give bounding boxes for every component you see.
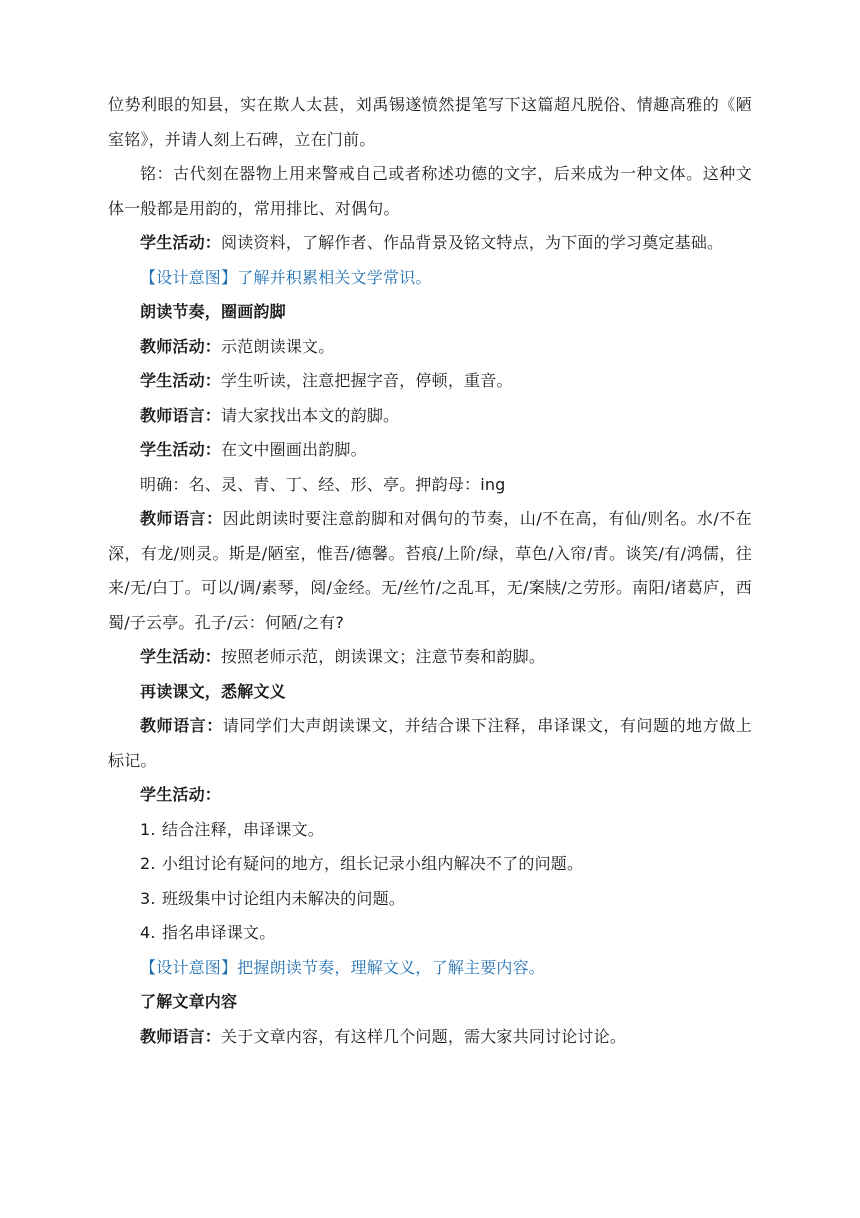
paragraph-rhyme-answer: 明确：名、灵、青、丁、经、形、亭。押韵母：ing bbox=[140, 474, 506, 494]
label: 学生活动： bbox=[140, 371, 222, 390]
paragraph-student-activity-label: 学生活动： bbox=[140, 785, 222, 804]
paragraph-background: 位势利眼的知县，实在欺人太甚，刘禹锡遂愤然提笔写下这篇超凡脱俗、情趣高雅的《陋室铭》，并请人刻上石碑，立在门前。 bbox=[108, 95, 752, 149]
list-item bbox=[108, 813, 752, 848]
text: 按照老师示范，朗读课文；注意节奏和韵脚。 bbox=[221, 647, 546, 666]
document-page bbox=[108, 88, 752, 1054]
list-item bbox=[108, 916, 752, 951]
list-text: 结合注释，串译课文。 bbox=[162, 819, 325, 839]
list-number: 4. bbox=[140, 923, 156, 942]
list-number: 2. bbox=[140, 854, 156, 873]
text: 学生听读，注意把握字音，停顿，重音。 bbox=[221, 371, 513, 390]
paragraph-student-activity-2 bbox=[108, 364, 752, 399]
label: 教师语言： bbox=[140, 405, 222, 425]
design-intent-1: 【设计意图】了解并积累相关文学常识。 bbox=[140, 267, 432, 287]
paragraph-student-activity-1 bbox=[108, 226, 752, 261]
text: 示范朗读课文。 bbox=[221, 336, 335, 356]
text: 关于文章内容，有这样几个问题，需大家共同讨论讨论。 bbox=[221, 1026, 627, 1046]
label: 教师语言： bbox=[140, 1026, 222, 1046]
paragraph-student-activity-3 bbox=[108, 433, 752, 468]
paragraph-teacher-language-1 bbox=[108, 399, 752, 434]
text: 在文中圈画出韵脚。 bbox=[221, 440, 367, 459]
text: 请大家找出本文的韵脚。 bbox=[221, 405, 400, 425]
list-text: 指名串译课文。 bbox=[162, 923, 276, 942]
list-text: 班级集中讨论组内未解决的问题。 bbox=[162, 888, 406, 908]
section-heading-reread: 再读课文，悉解文义 bbox=[140, 681, 286, 701]
label: 学生活动： bbox=[140, 440, 222, 459]
text: 阅读资料，了解作者、作品背景及铭文特点，为下面的学习奠定基础。 bbox=[221, 233, 724, 252]
label: 学生活动： bbox=[140, 647, 222, 666]
section-heading-reading-rhythm: 朗读节奏，圈画韵脚 bbox=[140, 302, 286, 321]
label: 学生活动： bbox=[140, 233, 222, 252]
list-number: 3. bbox=[140, 888, 156, 908]
text: 因此朗读时要注意韵脚和对偶句的节奏，山/不在高，有仙/则名。水/不在深，有龙/则灵。斯是/陋室，惟吾/德馨。苔痕/上阶/绿，草色/入帘/青。谈笑/有/鸿儒，往来/无/白丁。可以/调/素琴，阅/金经。无/丝竹/之乱耳，无/案牍/之劳形。南阳/诸葛庐，西蜀/子云亭。孔子/云：何陋/之有? bbox=[108, 509, 752, 632]
paragraph-teacher-language-4 bbox=[108, 1020, 752, 1055]
paragraph-teacher-language-3 bbox=[108, 709, 752, 778]
paragraph-ming-definition: 铭：古代刻在器物上用来警戒自己或者称述功德的文字，后来成为一种文体。这种文体一般都是用韵的，常用排比、对偶句。 bbox=[108, 164, 752, 218]
section-heading-content: 了解文章内容 bbox=[140, 992, 238, 1011]
paragraph-student-activity-4 bbox=[108, 640, 752, 675]
label: 教师语言： bbox=[140, 509, 223, 528]
design-intent-2: 【设计意图】把握朗读节奏，理解文义，了解主要内容。 bbox=[140, 957, 546, 977]
label: 教师语言： bbox=[140, 716, 223, 735]
paragraph-teacher-activity bbox=[108, 330, 752, 365]
list-text: 小组讨论有疑问的地方，组长记录小组内解决不了的问题。 bbox=[162, 854, 584, 873]
list-item bbox=[108, 847, 752, 882]
list-item bbox=[108, 882, 752, 917]
text: 请同学们大声朗读课文，并结合课下注释，串译课文，有问题的地方做上标记。 bbox=[108, 716, 752, 770]
label: 教师活动： bbox=[140, 336, 222, 356]
paragraph-teacher-language-2 bbox=[108, 502, 752, 640]
list-number: 1. bbox=[140, 819, 156, 839]
